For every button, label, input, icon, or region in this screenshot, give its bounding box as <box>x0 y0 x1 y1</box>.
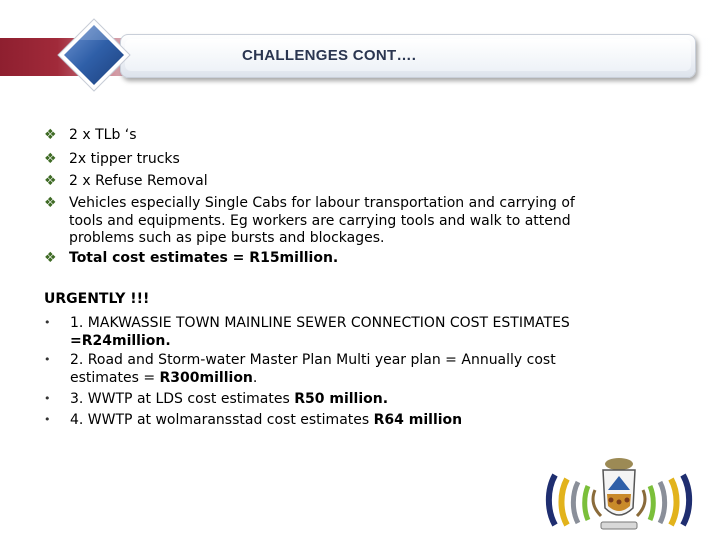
municipal-crest-icon <box>515 430 720 540</box>
urgent-heading: URGENTLY !!! <box>44 291 150 307</box>
diamond-quad-bullet-icon: ❖ <box>44 195 57 211</box>
diamond-quad-bullet-icon: ❖ <box>44 173 57 189</box>
round-bullet-icon: • <box>44 392 51 405</box>
diamond-quad-bullet-icon: ❖ <box>44 151 57 167</box>
round-bullet-icon: • <box>44 353 51 366</box>
slide-title: CHALLENGES CONT…. <box>242 47 417 64</box>
diamond-quad-bullet-icon: ❖ <box>44 127 57 143</box>
round-bullet-icon: • <box>44 316 51 329</box>
diamond-quad-bullet-icon: ❖ <box>44 250 57 266</box>
round-bullet-icon: • <box>44 413 51 426</box>
slide-content: ❖ 2 x TLb ‘s ❖ 2x tipper trucks ❖ 2 x Refuse Removal ❖ Vehicles especially Single Cabs for labour transportation and carrying of tools and equipments. Eg workers are carrying tools and walk to attend problems such as pipe bursts and blockages. ❖ Total cost estimates = R15million. URGENTLY !!! • 1. MAKWASSIE TOWN MAINLINE SEWER CONNECTION COST ESTIMATES =R24million. • 2. Road and Storm-water Master Plan Multi year plan = Annually cost estimates = R300million. • 3. WWTP at LDS cost estimates R50 million. • 4. WWTP at wolmaransstad cost estimates R64 million <box>44 127 575 428</box>
